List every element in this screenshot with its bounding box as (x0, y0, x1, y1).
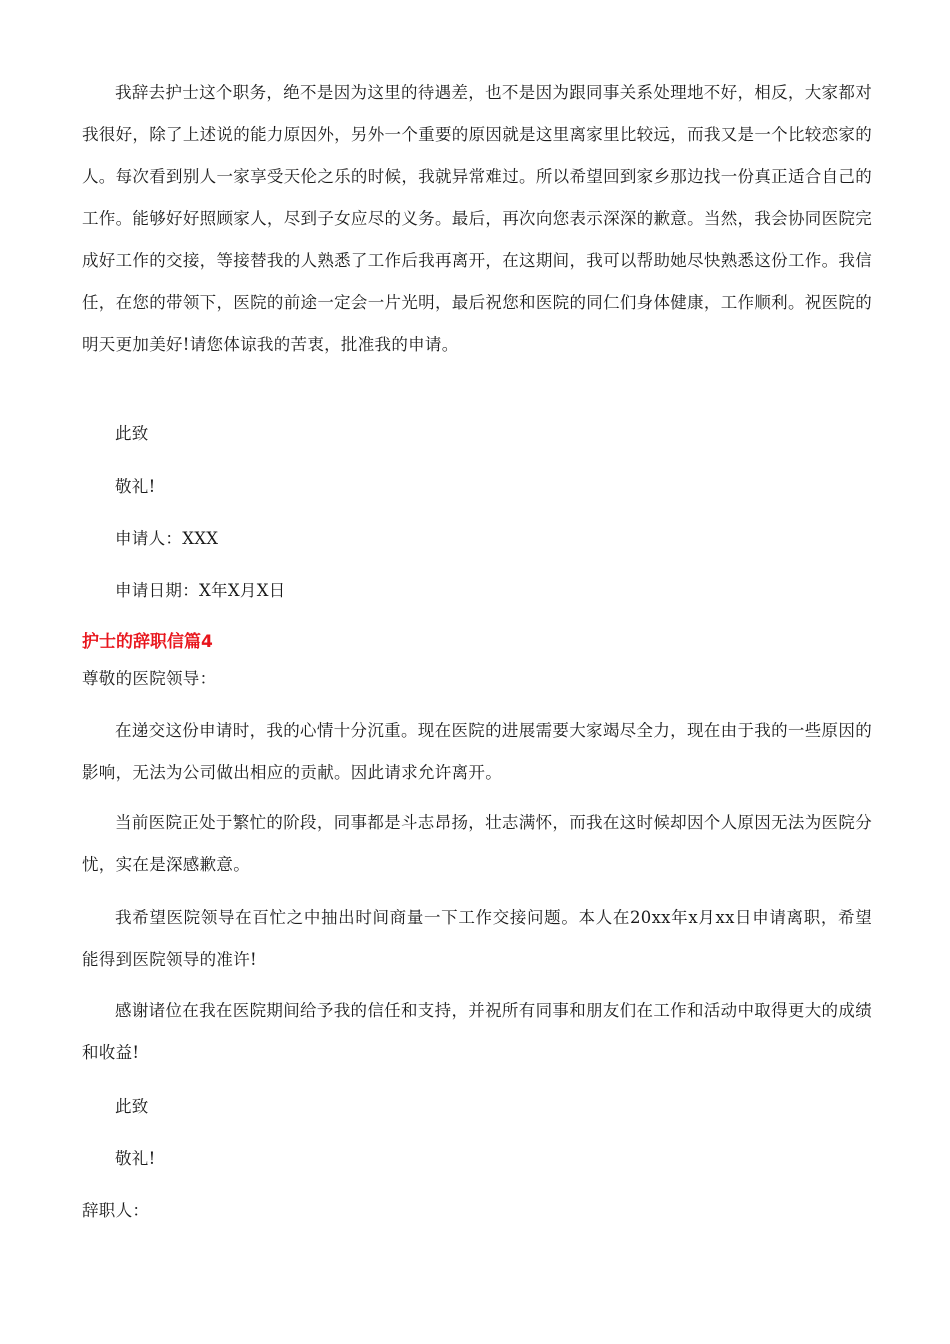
section4-paragraph-4: 感谢诸位在我在医院期间给予我的信任和支持，并祝所有同事和朋友们在工作和活动中取得更大的成绩和收益! (82, 1001, 872, 1062)
section4-signer: 辞职人： (82, 1201, 150, 1220)
section4-heading: 护士的辞职信篇4 (82, 632, 213, 652)
letter3-applicant: 申请人：XXX (115, 529, 219, 548)
section4-paragraph-3: 我希望医院领导在百忙之中抽出时间商量一下工作交接问题。本人在20xx年x月xx日申请离职，希望能得到医院领导的准许! (82, 908, 872, 969)
section4-salute: 敬礼! (115, 1149, 156, 1168)
letter3-body-paragraph: 我辞去护士这个职务，绝不是因为这里的待遇差，也不是因为跟同事关系处理地不好，相反，大家都对我很好，除了上述说的能力原因外，另外一个重要的原因就是这里离家里比较远，而我又是一个比较恋家的人。每次看到别人一家享受天伦之乐的时候，我就异常难过。所以希望回到家乡那边找一份真正适合自己的工作。能够好好照顾家人，尽到子女应尽的义务。最后，再次向您表示深深的歉意。当然，我会协同医院完成好工作的交接，等接替我的人熟悉了工作后我再离开，在这期间，我可以帮助她尽快熟悉这份工作。我信任，在您的带领下，医院的前途一定会一片光明，最后祝您和医院的同仁们身体健康，工作顺利。祝医院的明天更加美好!请您体谅我的苦衷，批准我的申请。 (82, 83, 872, 354)
letter3-closing: 此致 (115, 424, 149, 443)
letter3-date: 申请日期：X年X月X日 (115, 581, 286, 600)
section4-paragraph-1: 在递交这份申请时，我的心情十分沉重。现在医院的进展需要大家竭尽全力，现在由于我的一些原因的影响，无法为公司做出相应的贡献。因此请求允许离开。 (82, 721, 872, 782)
section4-greeting: 尊敬的医院领导： (82, 669, 217, 688)
section4-closing: 此致 (115, 1097, 149, 1116)
section4-paragraph-2: 当前医院正处于繁忙的阶段，同事都是斗志昂扬，壮志满怀，而我在这时候却因个人原因无法为医院分忧，实在是深感歉意。 (82, 813, 872, 874)
letter3-salute: 敬礼! (115, 477, 156, 496)
